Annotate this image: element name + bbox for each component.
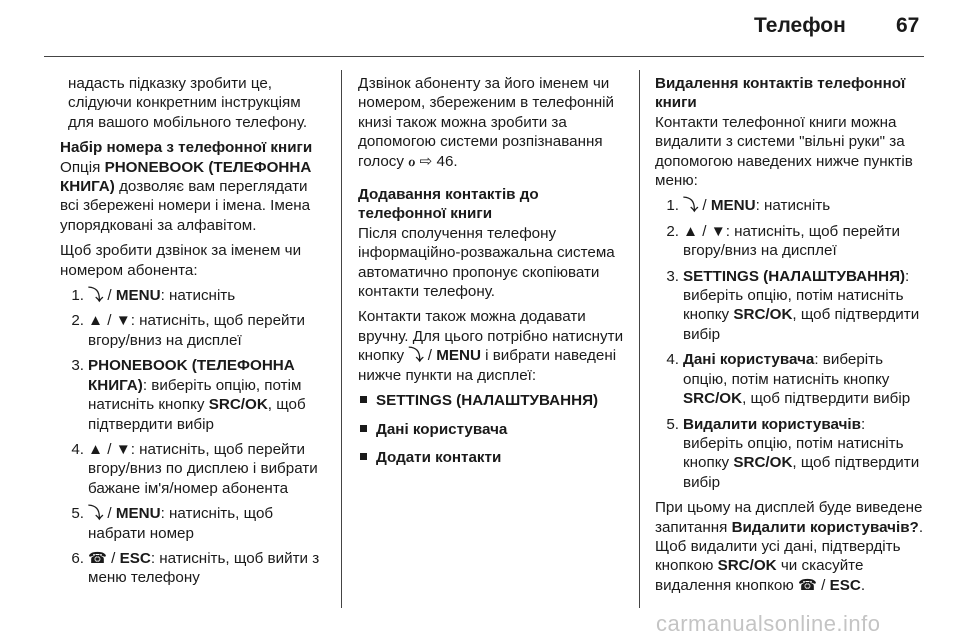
column-1 [60, 74, 328, 594]
section-heading-add: Додавання контактів до телефонної книги [358, 186, 539, 223]
dial-instructions: Щоб зробити дзвінок за іменем чи номером абонента: [60, 242, 302, 279]
phone-hangup-icon: ☎ [88, 549, 107, 567]
list-item: 2. ▲ / ▼: натисніть, щоб перейти вгору/вниз на дисплеї [71, 312, 305, 349]
column-divider-1 [341, 70, 342, 608]
list-item: 6. ☎ / ESC: натисніть, щоб вийти з меню телефону [71, 549, 320, 587]
up-down-arrows-icon: ▲ / ▼ [88, 440, 131, 458]
phone-call-icon: ⤵ [683, 197, 699, 215]
section-heading-dial: Набір номера з телефонної книги [60, 139, 313, 157]
list-item: Додати контакти [358, 448, 628, 467]
add-menu-path [358, 391, 628, 467]
phone-call-icon: ⤵ [88, 505, 104, 523]
phonebook-paragraph: Опція PHONEBOOK (ТЕЛЕФОННА КНИГА) дозволяє вам переглядати всі збережені номери і імена. Імена упорядковані за алфавітом. [60, 158, 312, 234]
voice-control-icon: ℴ [408, 152, 416, 170]
up-down-arrows-icon: ▲ / ▼ [88, 312, 131, 330]
list-item: 4. ▲ / ▼: натисніть, щоб перейти вгору/вниз по дисплею і вибрати бажане ім'я/номер абонента [71, 440, 318, 497]
page-title: Телефон [754, 14, 846, 37]
list-item: 4. Дані користувача: виберіть опцію, потім натисніть кнопку SRC/OK, щоб підтвердити вибір [666, 351, 911, 408]
page-ref-arrow-icon: ⇨ [419, 152, 433, 170]
list-item: 1. ⤵ / MENU: натисніть [71, 287, 236, 305]
phone-call-icon: ⤵ [408, 347, 424, 365]
watermark: carmanualsonline.info [656, 611, 881, 636]
voice-dial-paragraph: Дзвінок абоненту за його іменем чи номером, збереженим в телефонній книзі також можна зробити за допомогою системи розпізнавання голосу ℴ ⇨ 46. [358, 75, 615, 170]
section-heading-delete: Видалення контактів телефонної книги [655, 75, 906, 112]
list-item: 5. Видалити користувачів: виберіть опцію, потім натисніть кнопку SRC/OK, щоб підтвердити вибір [666, 415, 920, 491]
column-2 [358, 74, 628, 476]
up-down-arrows-icon: ▲ / ▼ [683, 222, 726, 240]
phone-hangup-icon: ☎ [797, 576, 817, 594]
column-divider-2 [639, 70, 640, 608]
page-number: 67 [896, 14, 920, 37]
dial-steps [60, 286, 328, 588]
list-item: 3. SETTINGS (НАЛАШТУВАННЯ): виберіть опцію, потім натисніть кнопку SRC/OK, щоб підтвердити вибір [666, 267, 920, 343]
delete-steps [655, 196, 927, 492]
list-item: 2. ▲ / ▼: натисніть, щоб перейти вгору/вниз на дисплеї [666, 222, 900, 260]
bullet-square-icon [360, 425, 367, 432]
header-rule [44, 56, 924, 57]
list-item: Дані користувача [358, 420, 628, 439]
column-3 [655, 74, 927, 601]
list-item: 3. PHONEBOOK (ТЕЛЕФОННА КНИГА): виберіть опцію, потім натисніть кнопку SRC/OK, щоб підтвердити вибір [71, 357, 306, 433]
delete-intro: Контакти телефонної книги можна видалити з системи "вільні руки" за допомогою наведених нижче пунктів меню: [655, 113, 913, 190]
auto-copy-paragraph: Після сполучення телефону інформаційно-розважальна система автоматично пропонує скопіювати контакти телефону. [358, 224, 615, 301]
list-item: 1. ⤵ / MENU: натисніть [666, 197, 831, 215]
manual-add-paragraph: Контакти також можна додавати вручну. Для цього потрібно натиснути кнопку ⤵ / MENU і вибрати наведені нижче пункти на дисплеї: [358, 308, 624, 384]
bullet-square-icon [360, 396, 367, 403]
delete-confirm-paragraph: При цьому на дисплей буде виведене запитання Видалити користувачів?. Щоб видалити усі дані, підтвердіть кнопкою SRC/OK чи скасуйте видалення кнопкою ☎ / ESC. [655, 499, 924, 594]
list-item: SETTINGS (НАЛАШТУВАННЯ) [358, 391, 628, 410]
intro-text: надасть підказку зробити це, слідуючи конкретним інструкціям для вашого мобільного телефону. [68, 75, 308, 131]
list-item: 5. ⤵ / MENU: натисніть, щоб набрати номер [71, 505, 274, 542]
phone-call-icon: ⤵ [88, 287, 104, 305]
bullet-square-icon [360, 453, 367, 460]
